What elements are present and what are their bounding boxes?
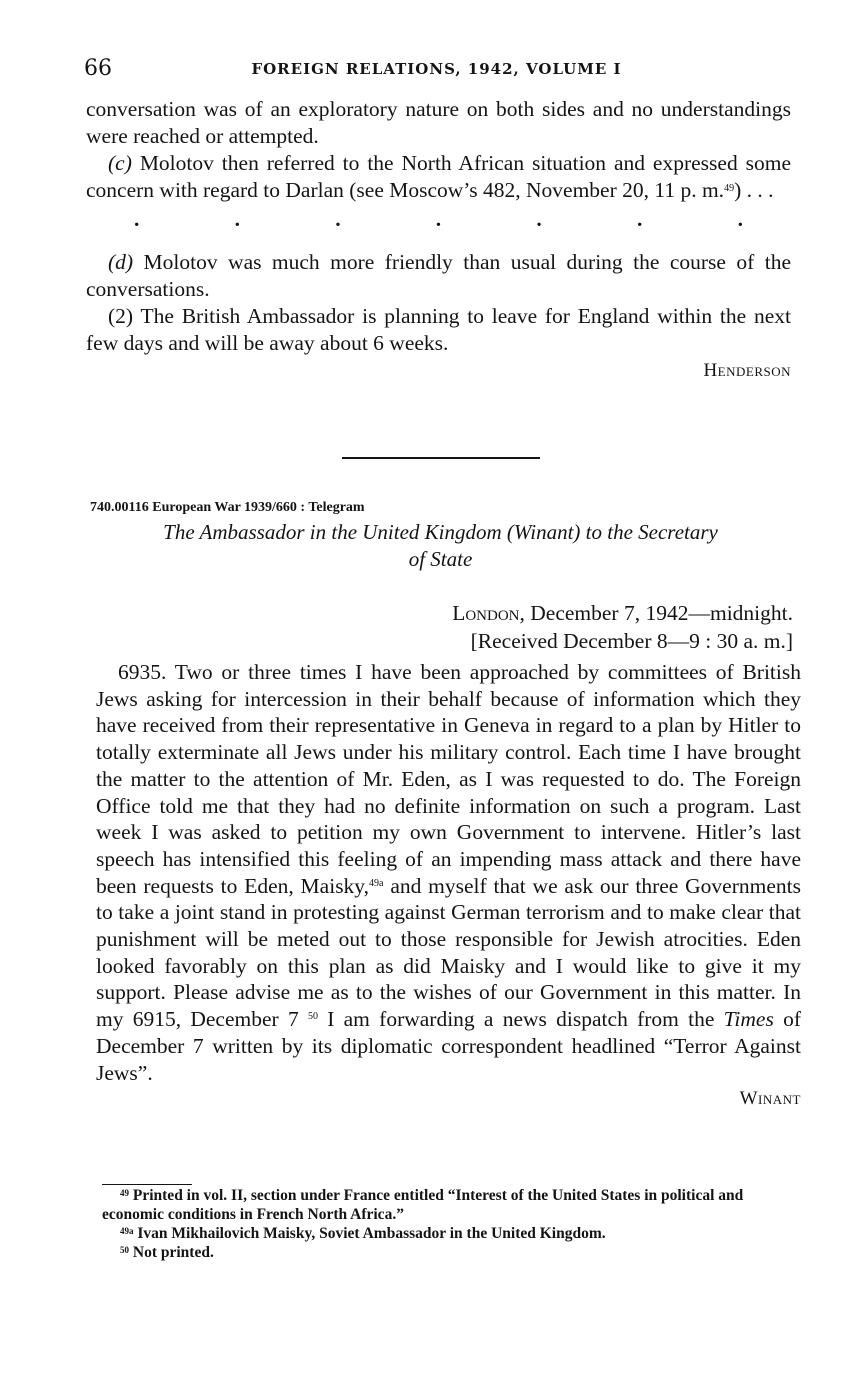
item-label-2: (2) (108, 304, 134, 328)
paragraph-c-tail: ) . . . (734, 178, 774, 202)
footnote-50 (102, 1243, 803, 1262)
ellipsis-dot: . (134, 207, 140, 231)
signature-winant: Winant (739, 1088, 801, 1110)
received-date: [Received December 8—9 : 30 a. m.] (470, 629, 793, 653)
footnote-mark: 49a (120, 1226, 134, 1236)
paragraph-2 (86, 303, 791, 357)
file-reference: 740.00116 European War 1939/660 : Telegram (90, 500, 365, 515)
footnote-49a (102, 1224, 803, 1243)
omission-ellipsis (86, 206, 791, 233)
paragraph-c-text: Molotov then referred to the North African situation and expressed some concern with regard to Darlan (see Moscow’s 482, November 20, 11 p. m. (86, 151, 792, 202)
place-name: London, (452, 601, 525, 625)
footnotes (102, 1186, 803, 1262)
signature-henderson: Henderson (703, 360, 791, 381)
text-segment: and myself that we ask our three Governments to take a joint stand in protesting against German terrorism and to make clear that punishment will be meted out to those responsible for Jewish atrocities. Eden looked favorably on this plan as did Maisky and I would like to give it my support. Please advise me as to the wishes of our Government in this matter. In my 6915, December 7 (96, 873, 801, 1032)
text-segment: I am forwarding a news dispatch from the (317, 1007, 724, 1032)
paragraph-d (86, 249, 791, 303)
ellipsis-dot: . (335, 207, 341, 231)
footnote-ref-49a: 49a (369, 877, 384, 889)
newspaper-title: Times (723, 1007, 774, 1032)
ellipsis-dot: . (234, 207, 240, 231)
footnote-text: Ivan Mikhailovich Maisky, Soviet Ambassador in the United Kingdom. (133, 1225, 606, 1242)
telegram-body (96, 659, 801, 1113)
item-label-c: (c) (108, 151, 132, 175)
paragraph-c (86, 150, 791, 204)
item-label-d: (d) (108, 250, 134, 274)
ellipsis-dot: . (536, 207, 542, 231)
dateline-sent (452, 599, 793, 627)
paragraph-d-text: Molotov was much more friendly than usual during the course of the conversations. (86, 250, 792, 301)
ellipsis-dot: . (737, 207, 743, 231)
ellipsis-dot: . (435, 207, 442, 231)
title-line-2: of State (408, 547, 473, 571)
continued-paragraph: conversation was of an exploratory nature on both sides and no understandings were reached or attempted. (86, 97, 791, 148)
section-divider (342, 457, 540, 459)
dateline (452, 599, 793, 655)
page-number: 66 (84, 56, 112, 81)
text-segment: of December 7 written by its diplomatic correspondent headlined “Terror Against Jews”. (96, 1007, 802, 1085)
footnote-text: Printed in vol. II, section under France entitled “Interest of the United States in political and economic conditions in French North Africa.” (102, 1187, 744, 1223)
running-title: FOREIGN RELATIONS, 1942, VOLUME I (251, 60, 622, 78)
title-line-1: The Ambassador in the United Kingdom (Winant) to the Secretary (163, 520, 718, 544)
ellipsis-dot: . (636, 207, 643, 231)
telegram-paragraph (96, 659, 801, 1086)
sent-date: December 7, 1942—midnight. (530, 601, 793, 625)
footnote-mark: 50 (120, 1245, 129, 1255)
footnote-ref-49: 49 (724, 183, 735, 194)
document-title (88, 519, 793, 573)
previous-document-tail (86, 96, 791, 384)
text-segment: 6935. Two or three times I have been approached by committees of British Jews asking for intercession in their behalf because of information which they have received from their representative in Geneva in regard to a plan by Hitler to totally exterminate all Jews under his military control. Each time I have brought the matter to the attention of Mr. Eden, as I was requested to do. The Foreign Office told me that they had no definite information on such a program. Last week I was asked to petition my own Government to intervene. Hitler’s last speech has intensified this feeling of an impending mass attack and there have been requests to Eden, Maisky, (96, 660, 801, 898)
footnote-mark: 49 (120, 1188, 129, 1198)
footnote-49 (102, 1186, 803, 1224)
footnote-text: Not printed. (129, 1244, 214, 1261)
page-header (84, 56, 789, 86)
footnote-divider (102, 1184, 192, 1185)
paragraph-2-text: The British Ambassador is planning to leave for England within the next few days and will be away about 6 weeks. (86, 304, 791, 355)
footnote-ref-50: 50 (307, 1011, 318, 1023)
